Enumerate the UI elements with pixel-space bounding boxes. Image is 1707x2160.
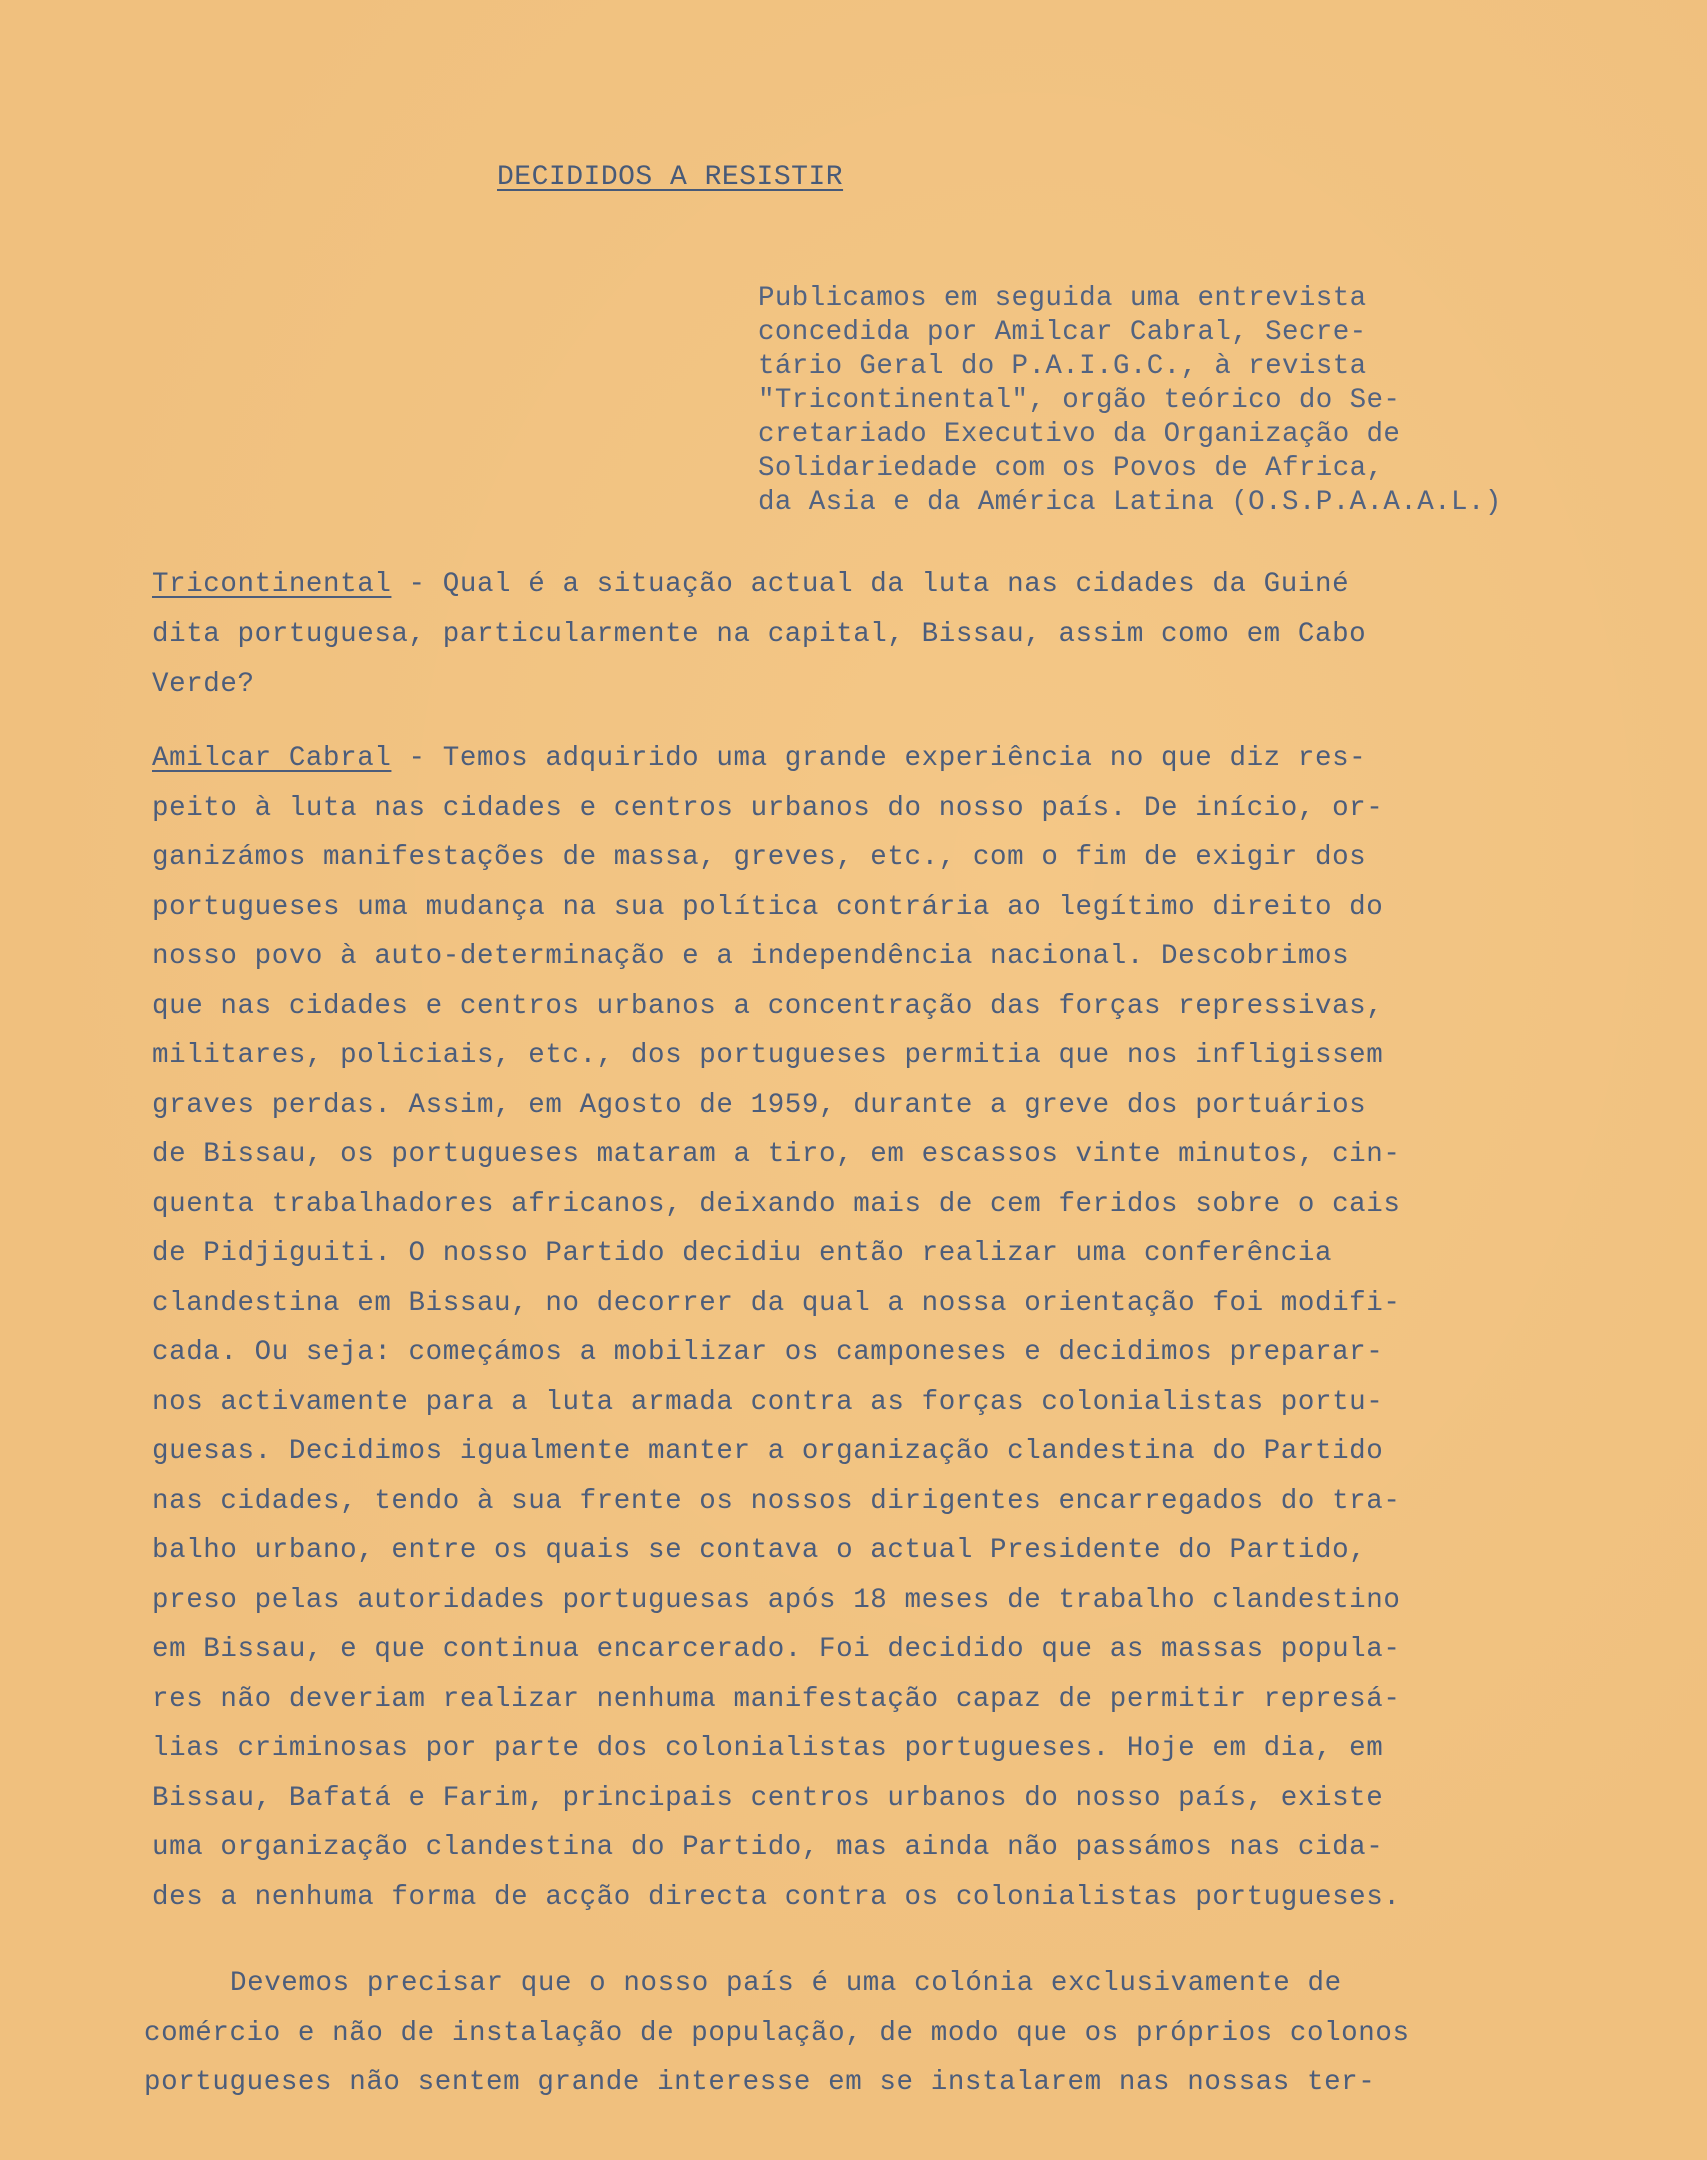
intro-note	[758, 282, 1558, 520]
answer-paragraph-2	[144, 1959, 1464, 2108]
intro-line: Solidariedade com os Povos de Africa,	[758, 453, 1384, 484]
question-first-line	[152, 560, 1452, 610]
answer-line: cada. Ou seja: começámos a mobilizar os camponeses e decidimos preparar-	[152, 1337, 1384, 1368]
intro-line: concedida por Amilcar Cabral, Secre-	[758, 317, 1367, 348]
answer-line: quenta trabalhadores africanos, deixando mais de cem feridos sobre o cais	[152, 1188, 1401, 1220]
answer-line: nosso povo à auto-determinação e a independência nacional. Descobrimos	[152, 941, 1350, 972]
intro-line: cretariado Executivo da Organização de	[758, 419, 1401, 450]
answer-line: ganizámos manifestações de massa, greves, etc., com o fim de exigir dos	[152, 842, 1367, 873]
intro-line: tário Geral do P.A.I.G.C., à revista	[758, 351, 1367, 382]
answer-line: guesas. Decidimos igualmente manter a organização clandestina do Partido	[152, 1436, 1384, 1467]
speaker-tricontinental: Tricontinental	[152, 569, 392, 600]
answer-line: nos activamente para a luta armada contra as forças colonialistas portu-	[152, 1386, 1384, 1418]
answer-line: des a nenhuma forma de acção directa contra os colonialistas portugueses.	[152, 1881, 1401, 1913]
answer-first-line	[152, 734, 1452, 784]
answer-line: graves perdas. Assim, em Agosto de 1959, durante a greve dos portuários	[152, 1089, 1367, 1121]
question-line: dita portuguesa, particularmente na capital, Bissau, assim como em Cabo	[152, 619, 1367, 650]
intro-line: da Asia e da América Latina (O.S.P.A.A.A.L.)	[758, 487, 1502, 518]
answer-line: Bissau, Bafatá e Farim, principais centros urbanos do nosso país, existe	[152, 1782, 1384, 1814]
answer-line: portugueses uma mudança na sua política contrária ao legítimo direito do	[152, 891, 1384, 923]
answer-line: preso pelas autoridades portuguesas após 18 meses de trabalho clandestino	[152, 1584, 1401, 1616]
document-title: DECIDIDOS A RESISTIR	[497, 162, 844, 193]
paragraph-line: Devemos precisar que o nosso país é uma colónia exclusivamente de	[230, 1968, 1342, 1999]
paragraph-line: portugueses não sentem grande interesse em se instalarem nas nossas ter-	[144, 2067, 1376, 2098]
intro-line: Publicamos em seguida uma entrevista	[758, 283, 1367, 314]
answer-line: militares, policiais, etc., dos portugueses permitia que nos infligissem	[152, 1040, 1384, 1071]
intro-line: "Tricontinental", orgão teórico do Se-	[758, 385, 1401, 416]
answer-line: em Bissau, e que continua encarcerado. Foi decidido que as massas popula-	[152, 1634, 1401, 1665]
interview-question	[152, 560, 1452, 710]
speaker-amilcar-cabral: Amilcar Cabral	[152, 743, 392, 774]
answer-text: - Temos adquirido uma grande experiência no que diz res-	[391, 743, 1367, 774]
answer-line: nas cidades, tendo à sua frente os nossos dirigentes encarregados do tra-	[152, 1485, 1401, 1517]
answer-line: res não deveriam realizar nenhuma manifestação capaz de permitir represá-	[152, 1683, 1401, 1715]
answer-line: de Pidjiguiti. O nosso Partido decidiu então realizar uma conferência	[152, 1238, 1333, 1269]
answer-line: de Bissau, os portugueses mataram a tiro, em escassos vinte minutos, cin-	[152, 1139, 1401, 1170]
interview-answer	[152, 734, 1452, 1922]
question-text: - Qual é a situação actual da luta nas cidades da Guiné	[391, 569, 1350, 600]
answer-line: uma organização clandestina do Partido, mas ainda não passámos nas cida-	[152, 1832, 1384, 1863]
answer-line: peito à luta nas cidades e centros urbanos do nosso país. De início, or-	[152, 792, 1384, 824]
answer-line: clandestina em Bissau, no decorrer da qual a nossa orientação foi modifi-	[152, 1287, 1401, 1319]
paragraph-line: comércio e não de instalação de população, de modo que os próprios colonos	[144, 2017, 1410, 2049]
answer-line: lias criminosas por parte dos colonialistas portugueses. Hoje em dia, em	[152, 1733, 1384, 1764]
answer-line: que nas cidades e centros urbanos a concentração das forças repressivas,	[152, 990, 1384, 1022]
question-line: Verde?	[152, 669, 255, 700]
answer-line: balho urbano, entre os quais se contava o actual Presidente do Partido,	[152, 1535, 1367, 1566]
